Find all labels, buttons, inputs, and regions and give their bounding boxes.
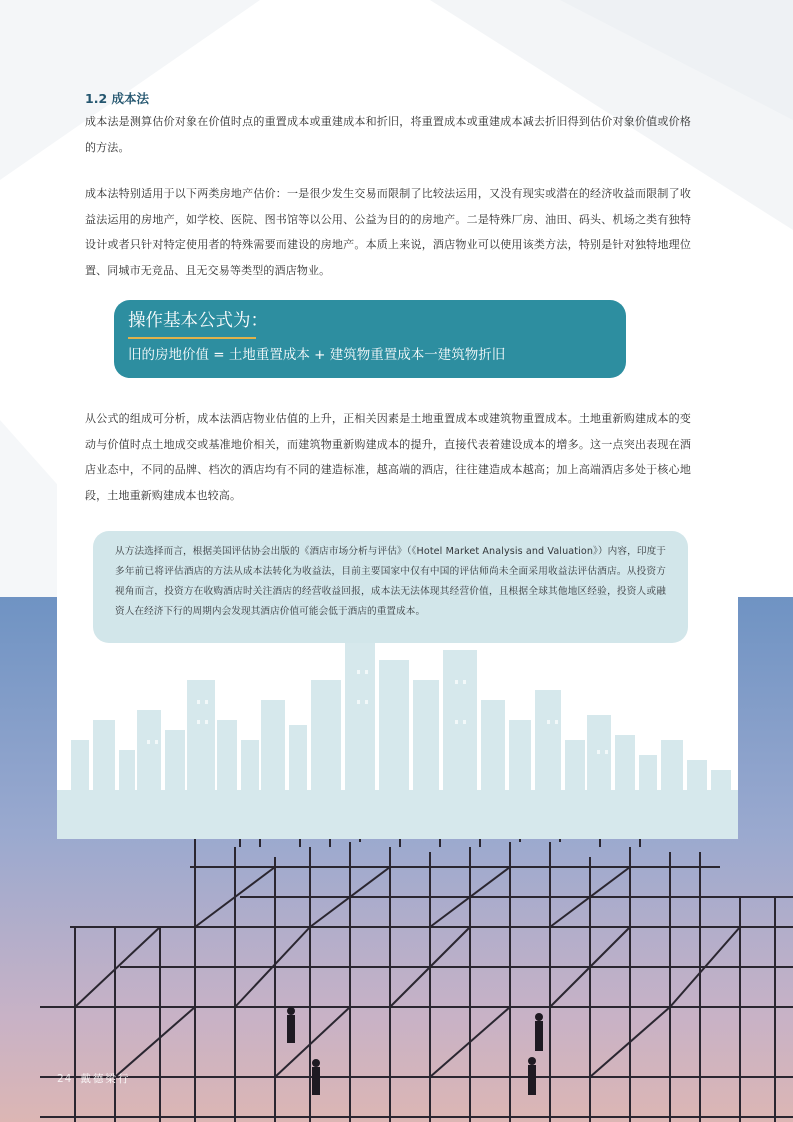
note-box — [93, 531, 688, 643]
formula-divider — [128, 337, 256, 339]
page-number: 24 — [57, 1073, 73, 1085]
paragraph-definition: 成本法是测算估价对象在价值时点的重置成本或重建成本和折旧，将重置成本或重建成本减去折旧得到估价对象价值或价格的方法。 — [85, 115, 691, 154]
paragraph-analysis: 从公式的组成可分析，成本法酒店物业估值的上升，正相关因素是土地重置成本或建筑物重置成本。土地重新购建成本的变动与价值时点土地成交或基准地价相关，而建筑物重新购建成本的提升，直接代表着建设成本的增多。这一点突出表现在酒店业态中，不同的品牌、档次的酒店均有不同的建造标准，越高端的酒店，往往建造成本越高；加上高端酒店多处于核心地段，土地重新购建成本也较高。 — [85, 412, 691, 502]
paragraph-applicability: 成本法特别适用于以下两类房地产估价：一是很少发生交易而限制了比较法运用，又没有现实或潜在的经济收益而限制了收益法运用的房地产，如学校、医院、图书馆等以公用、公益为目的的房地产。二是特殊厂房、油田、码头、机场之类有独特设计或者只针对特定使用者的特殊需要而建设的房地产。本质上来说，酒店物业可以使用该类方法，特别是针对独特地理位置、同城市无竞品、且无交易等类型的酒店物业。 — [85, 187, 691, 277]
page-footer — [57, 1071, 130, 1086]
formula-box — [114, 300, 626, 378]
formula-equation: 旧的房地价值 = 土地重置成本 + 建筑物重置成本一建筑物折旧 — [128, 346, 506, 363]
formula-title: 操作基本公式为： — [128, 311, 268, 331]
city-skyline-illustration — [57, 620, 738, 839]
section-title: 1.2 成本法 — [85, 91, 149, 106]
brand-name: 戴德梁行 — [80, 1073, 131, 1085]
note-text: 从方法选择而言，根据美国评估协会出版的《酒店市场分析与评估》（《Hotel Market Analysis and Valuation》）内容，印度于多年前已将评估酒店的方法从成本法转化为收益法，目前主要国家中仅有中国的评估师尚未全面采用收益法评估酒店。从投资方视角而言，投资方在收购酒店时关注酒店的经营收益回报，成本法无法体现其经营价值，且根据全球其他地区经验，投资人或融资人在经济下行的周期内会发现其酒店价值可能会低于酒店的重置成本。 — [115, 546, 666, 617]
